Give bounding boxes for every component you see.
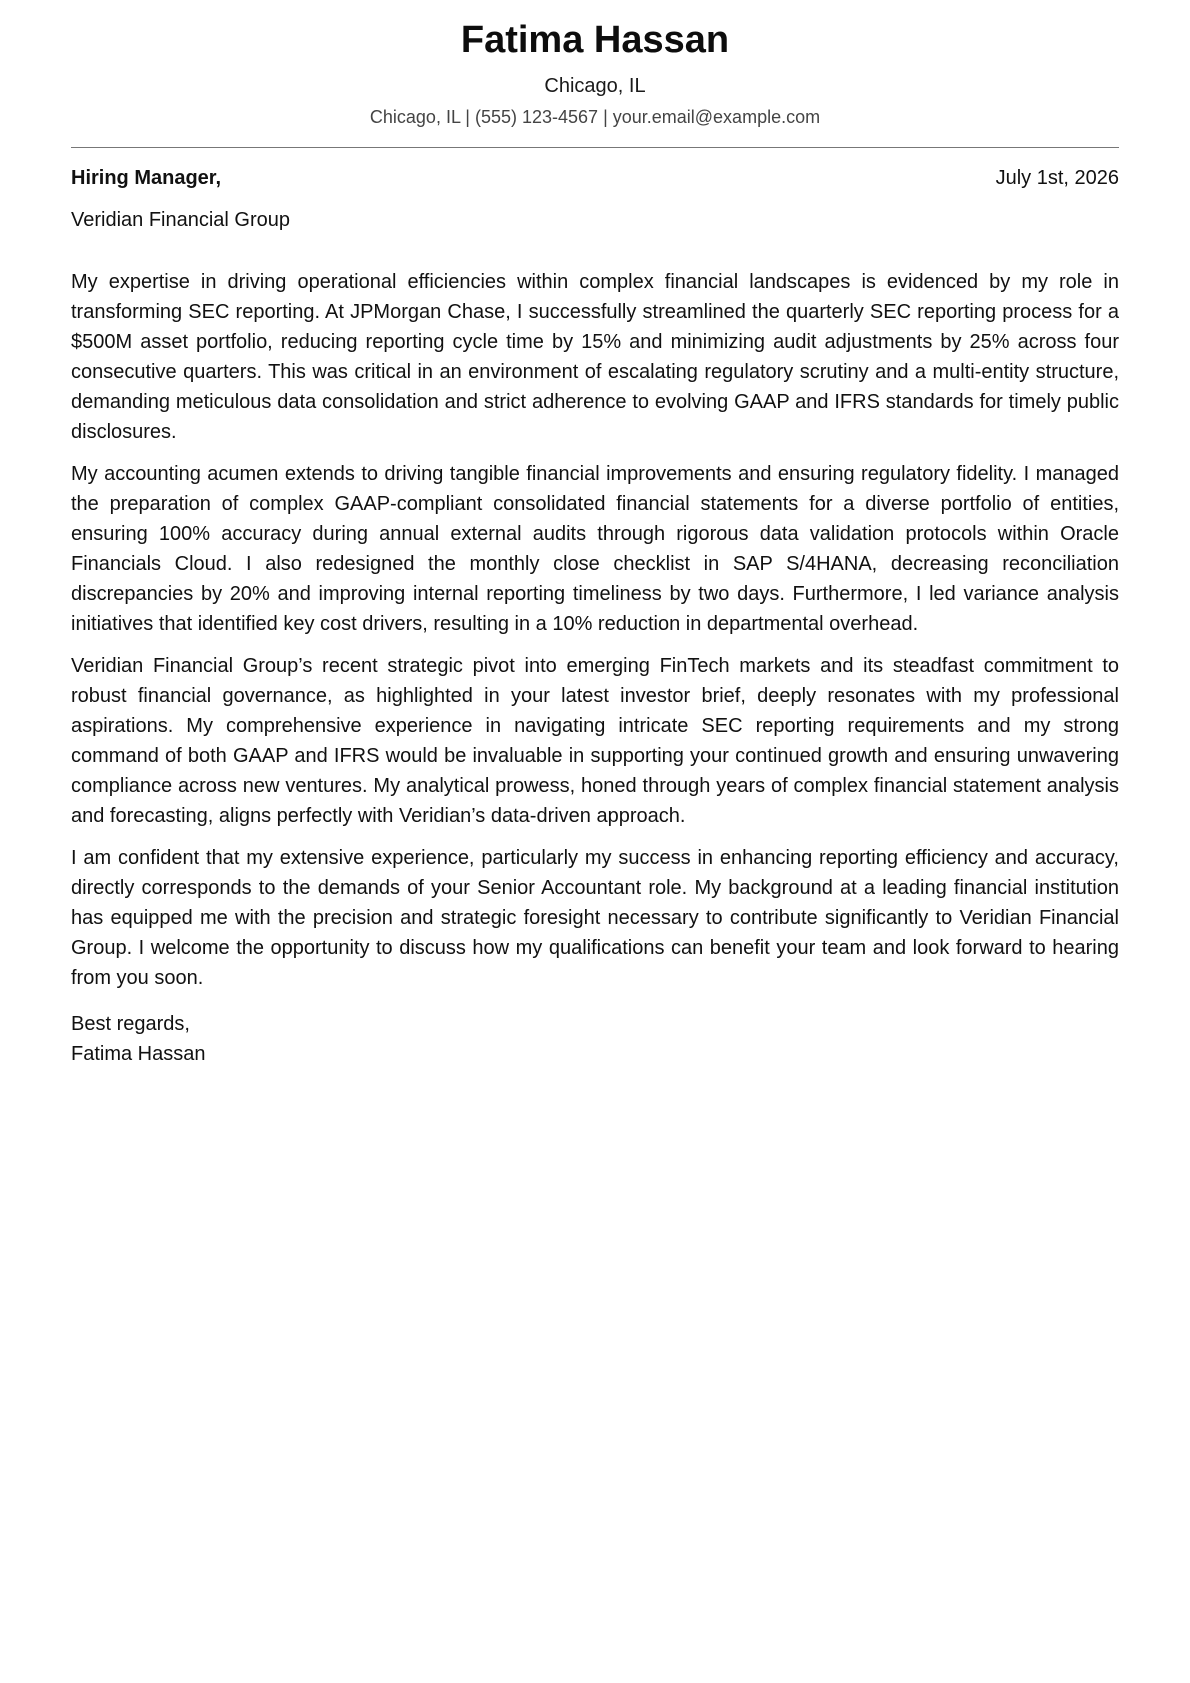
closing-phrase: Best regards, (71, 1013, 190, 1035)
applicant-name: Fatima Hassan (460, 19, 730, 61)
recipient-date-row (71, 165, 1119, 191)
contact-line: Chicago, IL | (555) 123-4567 | your.email@example.com (369, 107, 821, 127)
header-divider (71, 147, 1119, 148)
letter-date: July 1st, 2026 (995, 167, 1119, 189)
signature-name: Fatima Hassan (71, 1043, 206, 1065)
applicant-location: Chicago, IL (544, 75, 646, 97)
letter-closing (71, 1009, 1119, 1069)
recipient-salutation: Hiring Manager, (71, 167, 222, 189)
body-paragraph: My expertise in driving operational efficiencies within complex financial landscapes is evidenced by my role in transforming SEC reporting. At JPMorgan Chase, I successfully streamlined the quarterly SEC reporting process for a $500M asset portfolio, reducing reporting cycle time by 15% and minimizing audit adjustments by 25% across four consecutive quarters. This was critical in an environment of escalating regulatory scrutiny and a multi-entity structure, demanding meticulous data consolidation and strict adherence to evolving GAAP and IFRS standards for timely public disclosures. (71, 271, 1119, 443)
body-paragraph: My accounting acumen extends to driving tangible financial improvements and ensuring regulatory fidelity. I managed the preparation of complex GAAP-compliant consolidated financial statements for a diverse portfolio of entities, ensuring 100% accuracy during annual external audits through rigorous data validation protocols within Oracle Financials Cloud. I also redesigned the monthly close checklist in SAP S/4HANA, decreasing reconciliation discrepancies by 20% and improving internal reporting timeliness by two days. Furthermore, I led variance analysis initiatives that identified key cost drivers, resulting in a 10% reduction in departmental overhead. (71, 463, 1119, 635)
body-paragraph: Veridian Financial Group’s recent strategic pivot into emerging FinTech markets and its steadfast commitment to robust financial governance, as highlighted in your latest investor brief, deeply resonates with my professional aspirations. My comprehensive experience in navigating intricate SEC reporting requirements and my strong command of both GAAP and IFRS would be invaluable in supporting your continued growth and ensuring unwavering compliance across new ventures. My analytical prowess, honed through years of complex financial statement analysis and forecasting, aligns perfectly with Veridian’s data-driven approach. (71, 655, 1119, 827)
letter-body (71, 267, 1119, 993)
body-paragraph: I am confident that my extensive experience, particularly my success in enhancing reporting efficiency and accuracy, directly corresponds to the demands of your Senior Accountant role. My background at a leading financial institution has equipped me with the precision and strategic foresight necessary to contribute significantly to Veridian Financial Group. I welcome the opportunity to discuss how my qualifications can benefit your team and look forward to hearing from you soon. (71, 847, 1119, 989)
letter-header (71, 0, 1119, 129)
recipient-company: Veridian Financial Group (71, 209, 291, 231)
